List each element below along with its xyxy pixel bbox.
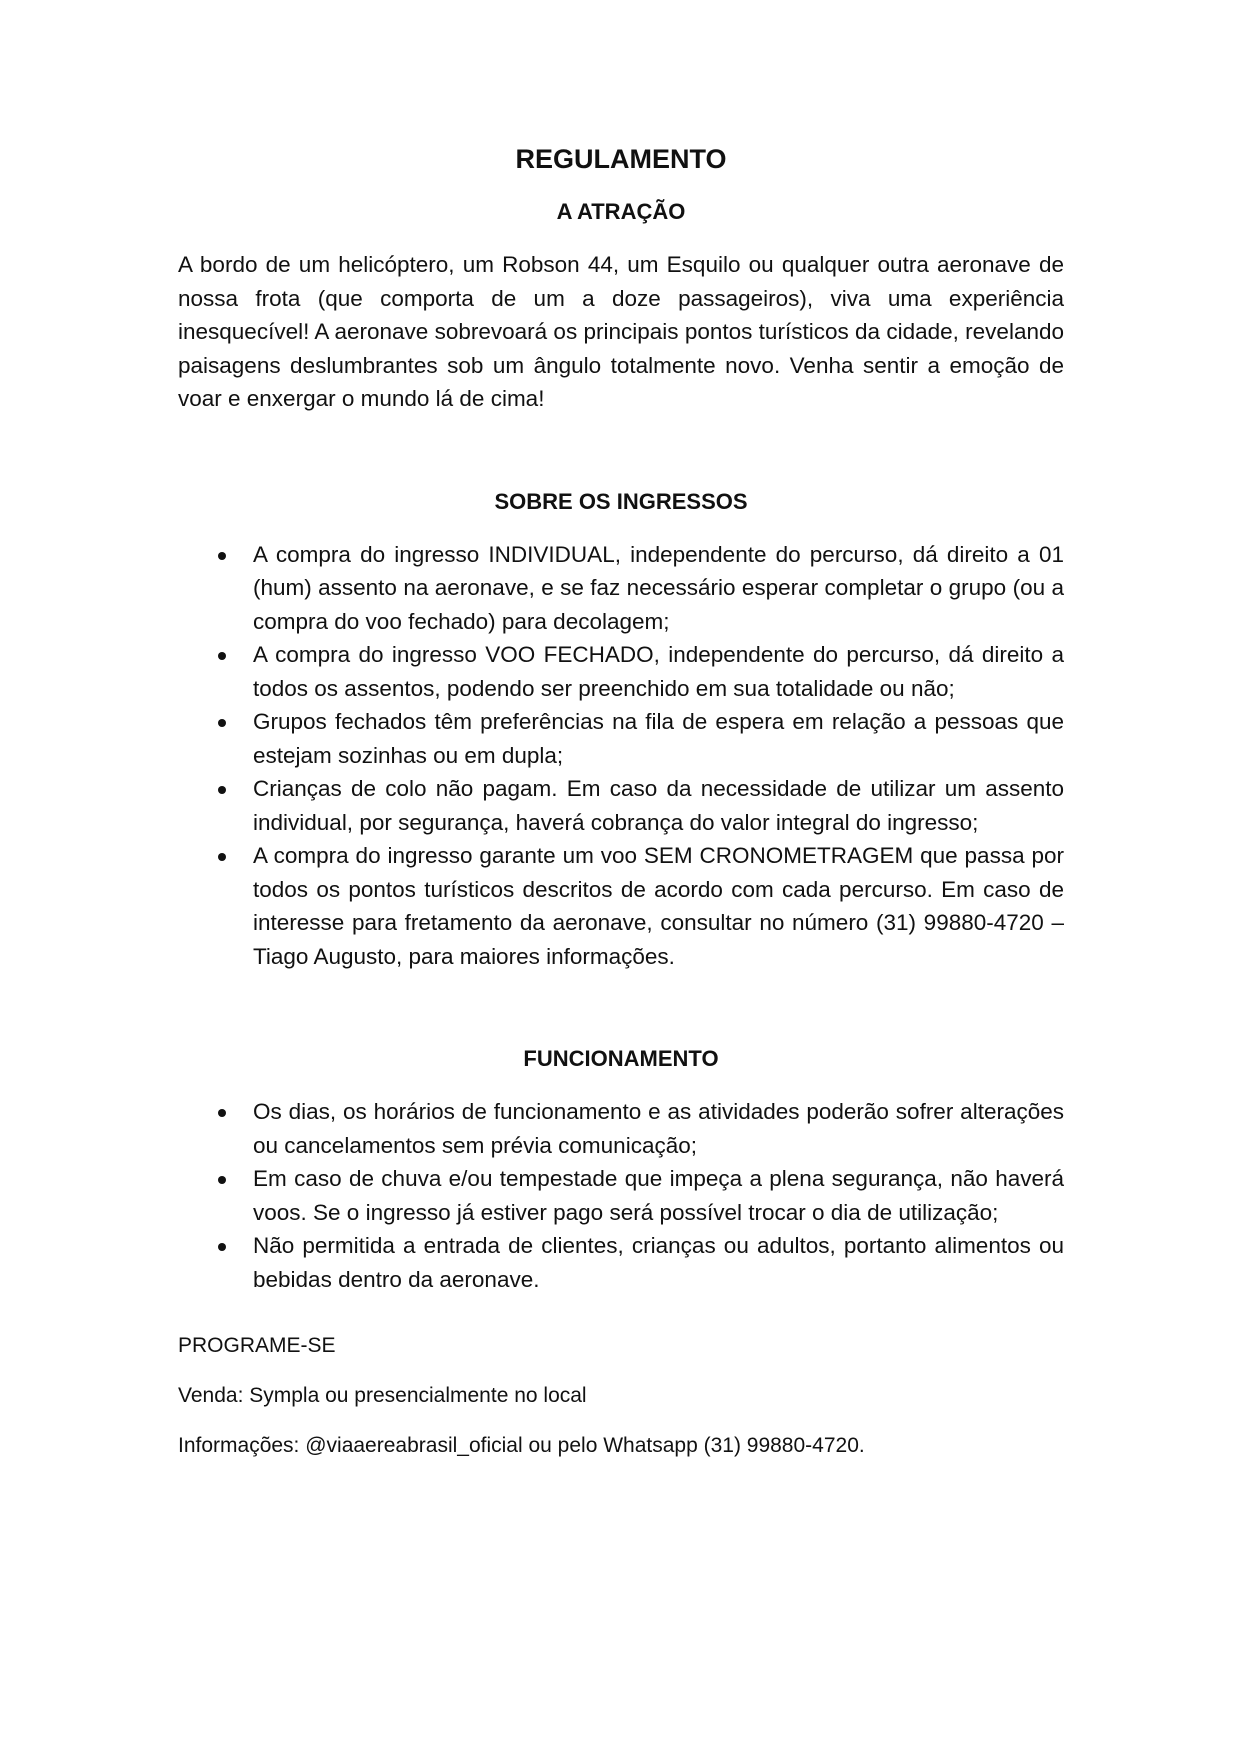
list-item xyxy=(178,705,1064,772)
list-item-text: Os dias, os horários de funcionamento e as atividades poderão sofrer alterações ou cancelamentos sem prévia comunicação; xyxy=(253,1099,1064,1158)
section-heading-atracao: A ATRAÇÃO xyxy=(556,199,686,224)
bullet-icon xyxy=(218,719,226,727)
bullet-icon xyxy=(218,853,226,861)
section-heading-funcionamento: FUNCIONAMENTO xyxy=(523,1046,719,1071)
list-item-text: A compra do ingresso garante um voo SEM CRONOMETRAGEM que passa por todos os pontos turísticos descritos de acordo com cada percurso. Em caso de interesse para fretamento da aeronave, consultar no número (31) 99880-4720 – Tiago Augusto, para maiores informações. xyxy=(253,843,1064,969)
list-item xyxy=(178,638,1064,705)
footer-programe: PROGRAME-SE xyxy=(178,1334,336,1357)
list-item-text: A compra do ingresso VOO FECHADO, independente do percurso, dá direito a todos os assentos, podendo ser preenchido em sua totalidade ou não; xyxy=(253,642,1064,701)
list-item xyxy=(178,1229,1064,1296)
ingressos-list xyxy=(178,538,1064,974)
bullet-icon xyxy=(218,786,226,794)
list-item-text: Em caso de chuva e/ou tempestade que impeça a plena segurança, não haverá voos. Se o ingresso já estiver pago será possível trocar o dia de utilização; xyxy=(253,1166,1064,1225)
list-item xyxy=(178,1095,1064,1162)
document-title: REGULAMENTO xyxy=(515,144,727,174)
list-item-text: Crianças de colo não pagam. Em caso da necessidade de utilizar um assento individual, por segurança, haverá cobrança do valor integral do ingresso; xyxy=(253,776,1064,835)
funcionamento-list xyxy=(178,1095,1064,1296)
bullet-icon xyxy=(218,1176,226,1184)
list-item-text: Não permitida a entrada de clientes, crianças ou adultos, portanto alimentos ou bebidas dentro da aeronave. xyxy=(253,1233,1064,1292)
section-heading-ingressos: SOBRE OS INGRESSOS xyxy=(494,488,748,514)
atracao-paragraph: A bordo de um helicóptero, um Robson 44, um Esquilo ou qualquer outra aeronave de nossa frota (que comporta de um a doze passageiros), viva uma experiência inesquecível! A aeronave sobrevoará os principais pontos turísticos da cidade, revelando paisagens deslumbrantes sob um ângulo totalmente novo. Venha sentir a emoção de voar e enxergar o mundo lá de cima! xyxy=(178,252,1064,411)
bullet-icon xyxy=(218,552,226,560)
list-item xyxy=(178,772,1064,839)
document-page xyxy=(178,142,1064,1460)
list-item xyxy=(178,839,1064,973)
list-item-text: A compra do ingresso INDIVIDUAL, independente do percurso, dá direito a 01 (hum) assento na aeronave, e se faz necessário esperar completar o grupo (ou a compra do voo fechado) para decolagem; xyxy=(253,541,1064,634)
bullet-icon xyxy=(218,652,226,660)
bullet-icon xyxy=(218,1109,226,1117)
list-item xyxy=(178,538,1064,639)
footer-informacoes: Informações: @viaaereabrasil_oficial ou pelo Whatsapp (31) 99880-4720. xyxy=(178,1434,865,1457)
footer-venda: Venda: Sympla ou presencialmente no local xyxy=(178,1384,587,1407)
list-item xyxy=(178,1162,1064,1229)
list-item-text: Grupos fechados têm preferências na fila de espera em relação a pessoas que estejam sozinhas ou em dupla; xyxy=(253,709,1064,768)
bullet-icon xyxy=(218,1243,226,1251)
